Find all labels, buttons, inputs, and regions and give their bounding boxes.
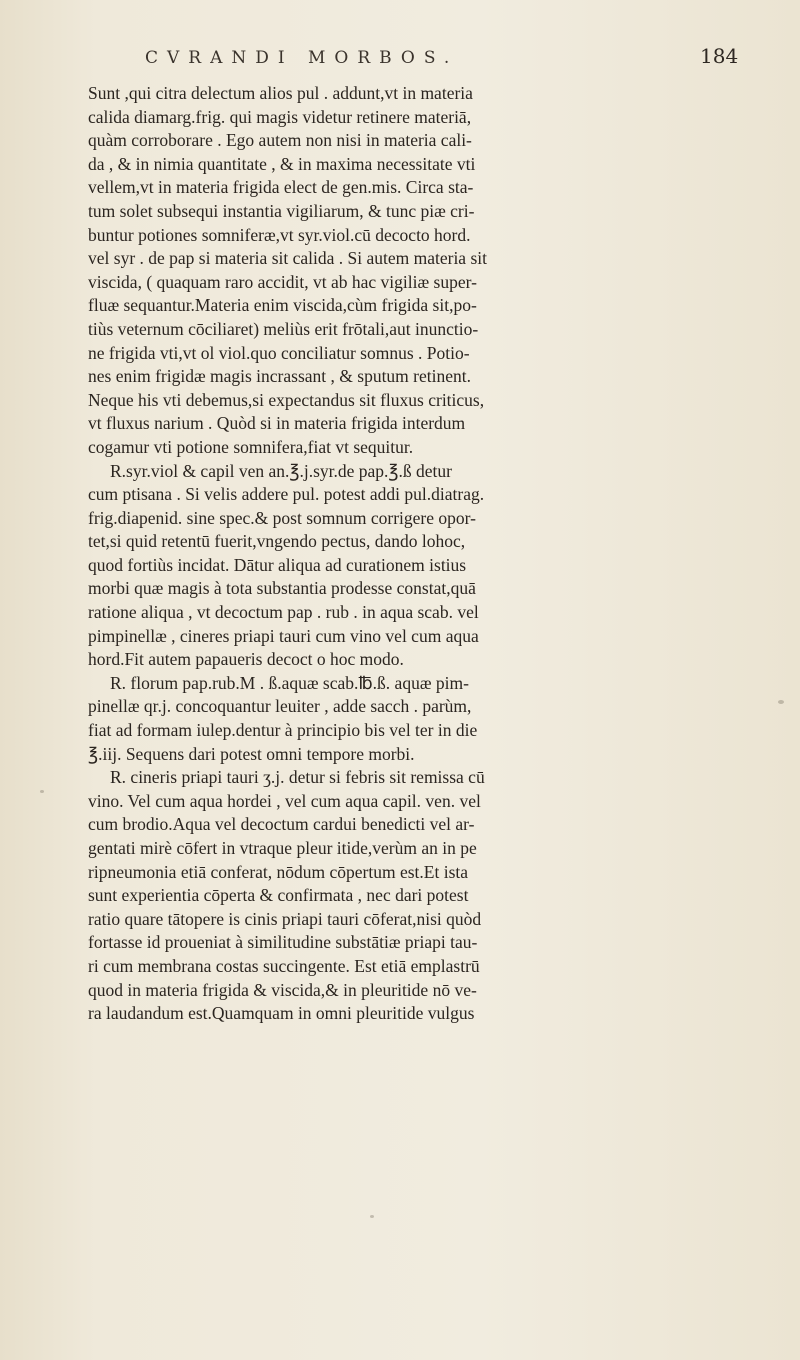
text-line: tum solet subsequi instantia vigiliarum, & tunc piæ cri- (88, 200, 475, 221)
text-line: Sunt ,qui citra delectum alios pul . addunt,vt in materia (88, 83, 473, 103)
text-line: ne frigida vti,vt ol viol.quo conciliatur somnus . Potio- (88, 342, 470, 363)
text-line: frig.diapenid. sine spec.& post somnum corrigere opor- (88, 507, 476, 528)
text-line: cum brodio.Aqua vel decoctum cardui benedicti vel ar- (88, 814, 475, 835)
paper-fleck (370, 1215, 374, 1218)
text-line: buntur potiones somniferæ,vt syr.viol.cū decocto hord. (88, 224, 471, 245)
text-line: quod fortiùs incidat. Dātur aliqua ad curationem istius (88, 554, 467, 575)
paper-fleck (40, 790, 44, 793)
text-line: sunt experientia cōperta & confirmata , nec dari potest (88, 885, 469, 906)
text-line: da , & in nimia quantitate , & in maxima necessitate vti (88, 153, 476, 174)
body-text (88, 82, 758, 1026)
paper-fleck (778, 700, 784, 704)
text-line: ri cum membrana costas succingente. Est etiā emplastrū (88, 955, 480, 976)
text-line: vt fluxus narium . Quòd si in materia frigida interdum (88, 413, 466, 434)
text-line: gentati mirè cōfert in vtraque pleur itide,verùm an in pe (88, 838, 477, 858)
text-line: vellem,vt in materia frigida elect de gen.mis. Circa sta- (88, 177, 474, 198)
text-line: vino. Vel cum aqua hordei , vel cum aqua capil. ven. vel (88, 790, 481, 811)
text-line: ra laudandum est.Quamquam in omni pleuritide vulgus (88, 1003, 475, 1024)
text-line: ℥.iij. Sequens dari potest omni tempore morbi. (88, 743, 415, 764)
text-line: calida diamarg.frig. qui magis videtur retinere materiā, (88, 106, 472, 127)
text-line: hord.Fit autem papaueris decoct o hoc modo. (88, 649, 404, 670)
running-head: CVRANDI MORBOS. (145, 48, 459, 68)
text-line: fortasse id proueniat à similitudine substātiæ priapi tau- (88, 932, 478, 953)
text-line: pinellæ qr.j. concoquantur leuiter , adde sacch . parùm, (88, 696, 472, 717)
text-line: quod in materia frigida & viscida,& in pleuritide nō ve- (88, 979, 477, 1000)
text-line: cum ptisana . Si velis addere pul. potest addi pul.diatrag. (88, 484, 485, 505)
text-line: ratio quare tātopere is cinis priapi tauri cōferat,nisi quòd (88, 908, 482, 929)
text-line: pimpinellæ , cineres priapi tauri cum vino vel cum aqua (88, 625, 479, 646)
text-line: tet,si quid retentū fuerit,vngendo pectus, dando lohoc, (88, 531, 466, 552)
text-line: morbi quæ magis à tota substantia prodesse constat,quā (88, 578, 476, 599)
text-line: tiùs veternum cōciliaret) meliùs erit frōtali,aut inunctio- (88, 318, 479, 339)
text-line: nes enim frigidæ magis incrassant , & sputum retinent. (88, 366, 471, 387)
text-line: viscida, ( quaquam raro accidit, vt ab hac vigiliæ super- (88, 271, 477, 292)
text-line: Neque his vti debemus,si expectandus sit fluxus criticus, (88, 389, 485, 410)
text-line: ratione aliqua , vt decoctum pap . rub . in aqua scab. vel (88, 602, 479, 623)
text-line: quàm corroborare . Ego autem non nisi in materia cali- (88, 130, 472, 151)
text-line: cogamur vti potione somnifera,fiat vt sequitur. (88, 436, 414, 457)
text-line: fluæ sequantur.Materia enim viscida,cùm frigida sit,po- (88, 295, 477, 316)
text-line: R. florum pap.rub.M . ß.aquæ scab.℔.ß. aquæ pim- (110, 672, 469, 693)
text-line: vel syr . de pap si materia sit calida . Si autem materia sit (88, 248, 487, 269)
text-line: R.syr.viol & capil ven an.℥.j.syr.de pap.℥.ß detur (110, 460, 452, 481)
text-line: fiat ad formam iulep.dentur à principio bis vel ter in die (88, 720, 478, 741)
page-number: 184 (700, 44, 739, 68)
text-line: ripneumonia etiā conferat, nōdum cōpertum est.Et ista (88, 861, 469, 882)
text-line: R. cineris priapi tauri ʒ.j. detur si febris sit remissa cū (110, 767, 485, 788)
